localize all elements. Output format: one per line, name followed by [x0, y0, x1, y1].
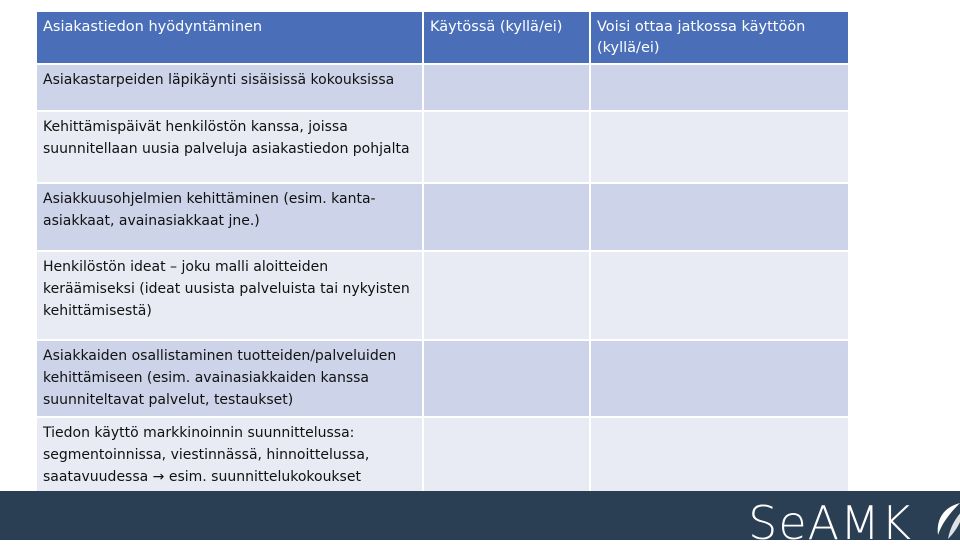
row-label: Asiakkuusohjelmien kehittäminen (esim. kanta-asiakkaat, avainasiakkaat jne.) — [36, 183, 423, 251]
header-voisi-ottaa: Voisi ottaa jatkossa käyttöön (kyllä/ei) — [590, 11, 849, 64]
row-in-use-cell[interactable] — [423, 111, 590, 183]
table-row — [36, 340, 849, 417]
logo-text: SeAMK — [748, 496, 912, 550]
footer-bar — [0, 491, 960, 550]
table-row — [36, 183, 849, 251]
table-row — [36, 111, 849, 183]
evaluation-table — [35, 10, 850, 497]
row-in-use-cell[interactable] — [423, 340, 590, 417]
header-kaytossa: Käytössä (kyllä/ei) — [423, 11, 590, 64]
row-in-use-cell[interactable] — [423, 417, 590, 496]
row-in-use-cell[interactable] — [423, 183, 590, 251]
row-label: Asiakastarpeiden läpikäynti sisäisissä kokouksissa — [36, 64, 423, 111]
row-label: Kehittämispäivät henkilöstön kanssa, joissa suunnitellaan uusia palveluja asiakastiedon pohjalta — [36, 111, 423, 183]
leaf-icon — [930, 501, 960, 541]
seamk-logo — [748, 495, 912, 551]
row-future-cell[interactable] — [590, 183, 849, 251]
row-future-cell[interactable] — [590, 111, 849, 183]
row-label: Asiakkaiden osallistaminen tuotteiden/palveluiden kehittämiseen (esim. avainasiakkaiden kanssa suunniteltavat palvelut, testaukset) — [36, 340, 423, 417]
row-label: Henkilöstön ideat – joku malli aloitteiden keräämiseksi (ideat uusista palveluista tai nykyisten kehittämisestä) — [36, 251, 423, 340]
table-row — [36, 64, 849, 111]
row-future-cell[interactable] — [590, 64, 849, 111]
row-future-cell[interactable] — [590, 417, 849, 496]
table-header-row — [36, 11, 849, 64]
row-future-cell[interactable] — [590, 340, 849, 417]
row-future-cell[interactable] — [590, 251, 849, 340]
header-asiakastiedon: Asiakastiedon hyödyntäminen — [36, 11, 423, 64]
row-in-use-cell[interactable] — [423, 251, 590, 340]
row-label: Tiedon käyttö markkinoinnin suunnittelussa: segmentoinnissa, viestinnässä, hinnoittelussa, saatavuudessa → esim. suunnittelukokoukset — [36, 417, 423, 496]
table-row — [36, 417, 849, 496]
table-row — [36, 251, 849, 340]
row-in-use-cell[interactable] — [423, 64, 590, 111]
